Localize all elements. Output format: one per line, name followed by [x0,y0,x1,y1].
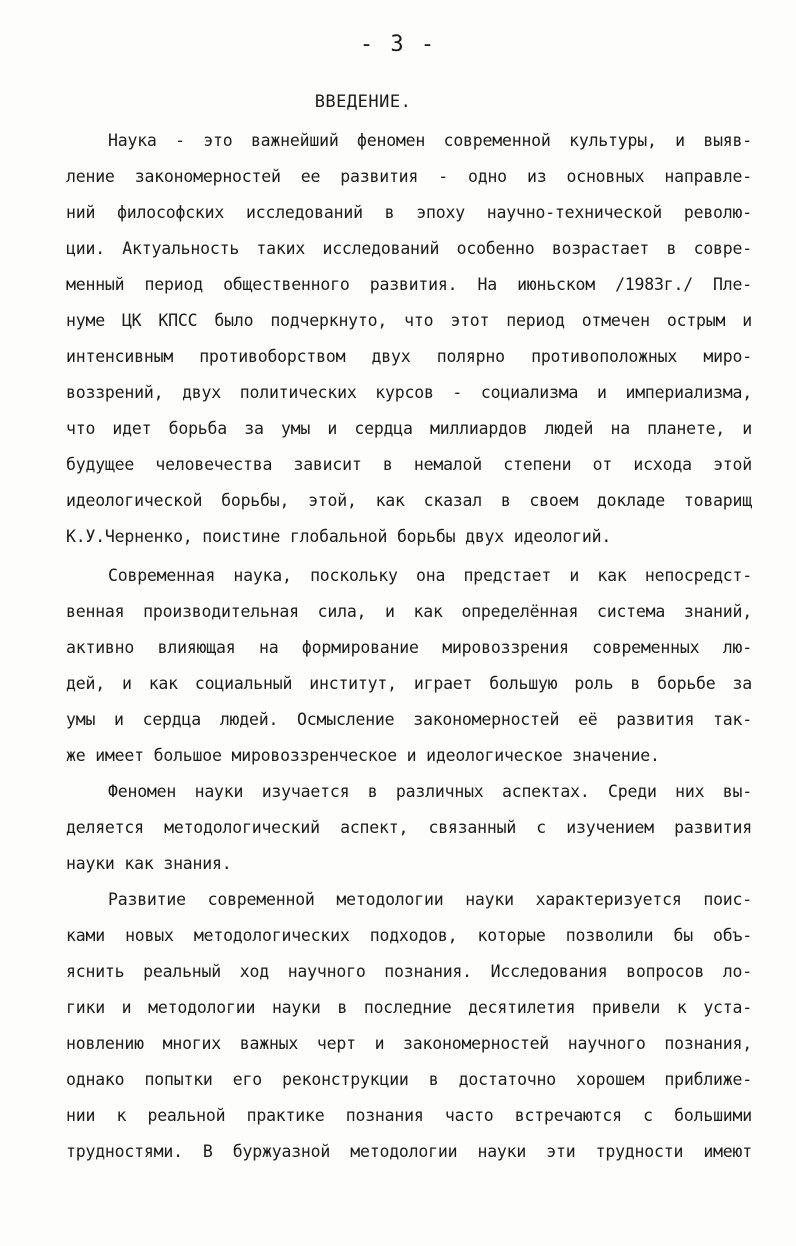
text-line: Наука - это важнейший феномен современной культуры, и выяв- [108,131,752,150]
text-line: идеологической борьбы, этой, как сказал в своем докладе товарищ [66,491,752,510]
text-line: К.У.Черненко, поистине глобальной борьбы двух идеологий. [66,527,612,546]
text-line: яснить реальный ход научного познания. Исследования вопросов ло- [66,962,752,981]
text-line: ками новых методологических подходов, которые позволили бы объ- [66,926,752,945]
text-line: активно влияющая на формирование мировоззрения современных лю- [66,638,752,657]
text-line: Развитие современной методологии науки характеризуется поис- [108,890,752,909]
text-line: же имеет большое мировоззренческое и идеологическое значение. [66,746,660,765]
text-line: интенсивным противоборством двух полярно противоположных миро- [66,347,752,366]
text-line: новлению многих важных черт и закономерностей научного познания, [66,1034,752,1053]
text-line: Современная наука, поскольку она предстает и как непосредст- [108,566,752,585]
text-line: нии к реальной практике познания часто встречаются с большими [66,1106,752,1125]
page-number: - 3 - [359,32,437,57]
text-line: Феномен науки изучается в различных аспектах. Среди них вы- [108,782,752,801]
text-line: будущее человечества зависит в немалой степени от исхода этой [66,455,752,474]
text-line: умы и сердца людей. Осмысление закономерностей её развития так- [66,710,752,729]
text-line: ление закономерностей ее развития - одно из основных направле- [66,167,752,186]
text-line: менный период общественного развития. На июньском /1983г./ Пле- [66,275,752,294]
text-line: воззрений, двух политических курсов - социализма и империализма, [66,383,752,402]
text-line: венная производительная сила, и как определённая система знаний, [66,602,752,621]
text-line: что идет борьба за умы и сердца миллиардов людей на планете, и [66,419,752,438]
section-heading: ВВЕДЕНИЕ. [314,92,412,112]
text-line: науки как знания. [66,854,232,873]
text-line: ции. Актуальность таких исследований особенно возрастает в совре- [66,239,752,258]
text-line: однако попытки его реконструкции в достаточно хорошем приближе- [66,1070,752,1089]
text-line: дей, и как социальный институт, играет большую роль в борьбе за [66,674,752,693]
text-line: деляется методологический аспект, связанный с изучением развития [66,818,752,837]
text-line: ний философских исследований в эпоху научно-технической револю- [66,203,752,222]
text-line: гики и методологии науки в последние десятилетия привели к уста- [66,998,752,1017]
text-line: трудностями. В буржуазной методологии науки эти трудности имеют [66,1142,752,1161]
text-line: нуме ЦК КПСС было подчеркнуто, что этот период отмечен острым и [66,311,752,330]
